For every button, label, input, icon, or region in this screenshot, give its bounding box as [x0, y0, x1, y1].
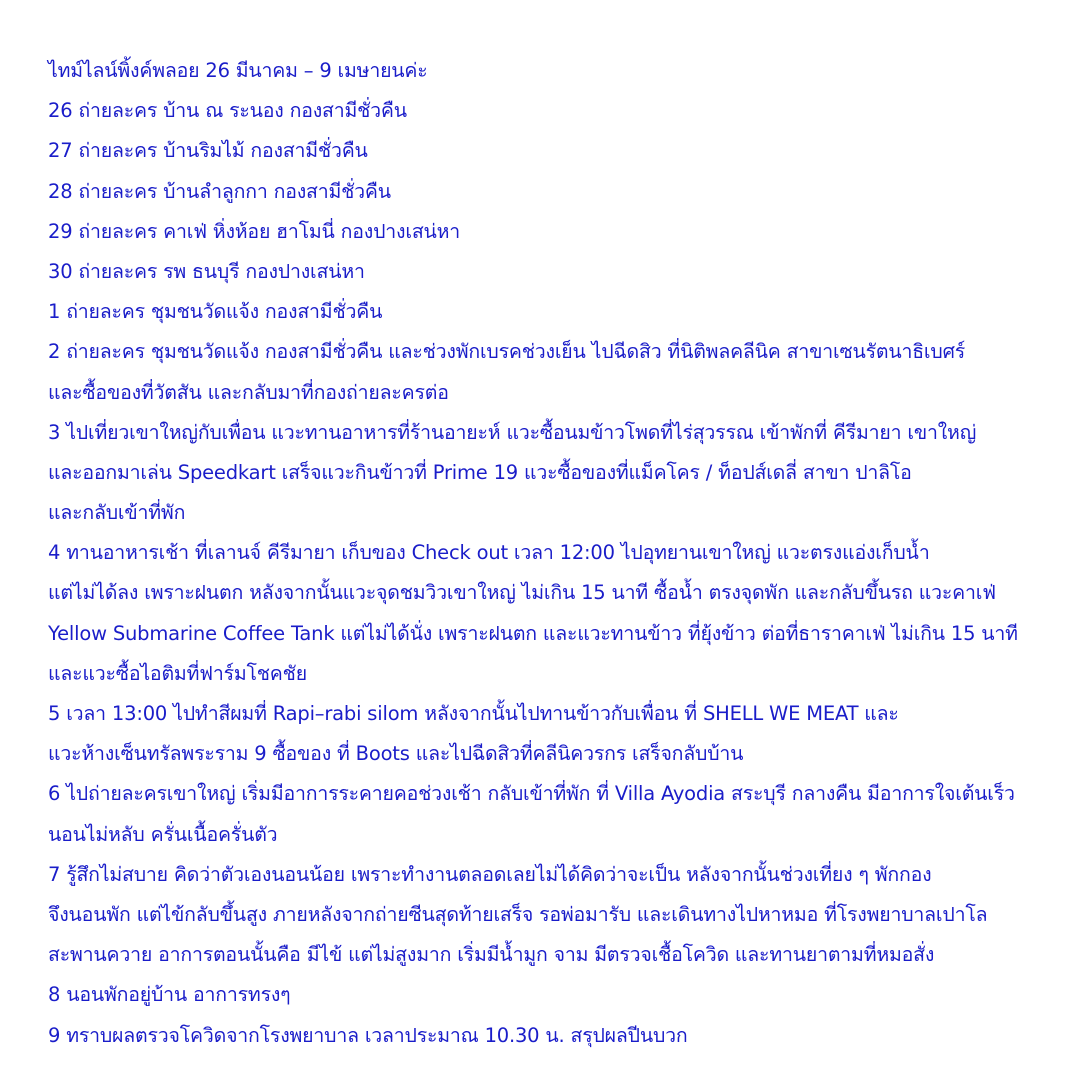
timeline-line: และออกมาเล่น Speedkart เสร็จแวะกินข้าวที่ Prime 19 แวะซื้อของที่แม็คโคร / ท็อปส์เดลี่ สาขา ปาลิโอ [48, 460, 912, 484]
timeline-line: 28 ถ่ายละคร บ้านลำลูกกา กองสามีชั่วคืน [48, 179, 391, 203]
timeline-line: 9 ทราบผลตรวจโควิดจากโรงพยาบาล เวลาประมาณ 10.30 น. สรุปผลปีนบวก [48, 1023, 688, 1047]
timeline-line: 30 ถ่ายละคร รพ ธนบุรี กองปางเสน่หา [48, 259, 365, 283]
timeline-line: สะพานควาย อาการตอนนั้นคือ มีไข้ แต่ไม่สูงมาก เริ่มมีน้ำมูก จาม มีตรวจเชื้อโควิด และทานยาตามที่หมอสั่ง [48, 943, 935, 967]
timeline-document [48, 51, 1058, 1056]
timeline-line: 2 ถ่ายละคร ชุมชนวัดแจ้ง กองสามีชั่วคืน และช่วงพักเบรคช่วงเย็น ไปฉีดสิว ที่นิติพลคลีนิค สาขาเซนรัตนาธิเบศร์ [48, 340, 966, 364]
timeline-line: แวะห้างเซ็นทรัลพระราม 9 ซื้อของ ที่ Boots และไปฉีดสิวที่คลีนิควรกร เสร็จกลับบ้าน [48, 742, 744, 766]
timeline-line: 26 ถ่ายละคร บ้าน ณ ระนอง กองสามีชั่วคืน [48, 99, 407, 123]
timeline-line: 6 ไปถ่ายละครเขาใหญ่ เริ่มมีอาการระคายคอช่วงเช้า กลับเข้าที่พัก ที่ Villa Ayodia สระบุรี กลางคืน มีอาการใจเต้นเร็ว [48, 782, 1015, 806]
timeline-line: แต่ไม่ได้ลง เพราะฝนตก หลังจากนั้นแวะจุดชมวิวเขาใหญ่ ไม่เกิน 15 นาที ซื้อน้ำ ตรงจุดพัก และกลับขึ้นรถ แวะคาเฟ่ [48, 581, 996, 605]
timeline-line: 1 ถ่ายละคร ชุมชนวัดแจ้ง กองสามีชั่วคืน [48, 300, 383, 324]
timeline-header: ไทม์ไลน์พิ้งค์พลอย 26 มีนาคม – 9 เมษายนค่ะ [48, 59, 428, 82]
timeline-line: จึงนอนพัก แต่ไข้กลับขึ้นสูง ภายหลังจากถ่ายซีนสุดท้ายเสร็จ รอพ่อมารับ และเดินทางไปหาหมอ ที่โรงพยาบาลเปาโล [48, 902, 988, 926]
timeline-line: 29 ถ่ายละคร คาเฟ่ หิ่งห้อย ฮาโมนี่ กองปางเสน่หา [48, 219, 461, 243]
timeline-line: 27 ถ่ายละคร บ้านริมไม้ กองสามีชั่วคืน [48, 139, 368, 163]
timeline-line: นอนไม่หลับ ครั่นเนื้อครั่นตัว [48, 822, 278, 846]
timeline-line: 5 เวลา 13:00 ไปทำสีผมที่ Rapi–rabi silom หลังจากนั้นไปทานข้าวกับเพื่อน ที่ SHELL WE MEAT และ [48, 702, 899, 725]
timeline-line: Yellow Submarine Coffee Tank แต่ไม่ได้นั่ง เพราะฝนตก และแวะทานข้าว ที่ยุ้งข้าว ต่อที่ธาราคาเฟ่ ไม่เกิน 15 นาที [48, 621, 1018, 645]
timeline-line: 8 นอนพักอยู่บ้าน อาการทรงๆ [48, 983, 291, 1007]
timeline-line: และกลับเข้าที่พัก [48, 501, 186, 525]
timeline-line: และซื้อของที่วัตสัน และกลับมาที่กองถ่ายละครต่อ [48, 380, 449, 404]
timeline-line: และแวะซื้อไอติมที่ฟาร์มโชคชัย [48, 661, 307, 685]
timeline-line: 3 ไปเที่ยวเขาใหญ่กับเพื่อน แวะทานอาหารที่ร้านอายะห์ แวะซื้อนมข้าวโพดที่ไร่สุวรรณ เข้าพักที่ คีรีมายา เขาใหญ่ [48, 420, 977, 444]
timeline-line: 4 ทานอาหารเช้า ที่เลานจ์ คีรีมายา เก็บของ Check out เวลา 12:00 ไปอุทยานเขาใหญ่ แวะตรงแอ่งเก็บน้ำ [48, 541, 930, 565]
timeline-line: 7 รู้สึกไม่สบาย คิดว่าตัวเองนอนน้อย เพราะทำงานตลอดเลยไม่ได้คิดว่าจะเป็น หลังจากนั้นช่วงเที่ยง ๆ พักกอง [48, 862, 932, 886]
